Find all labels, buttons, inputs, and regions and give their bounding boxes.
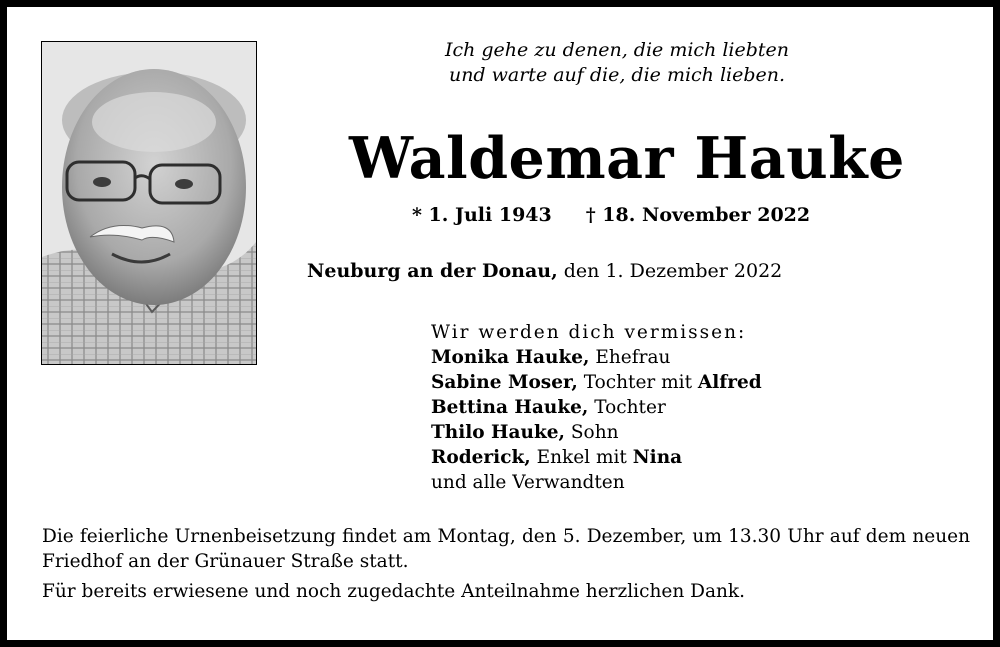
- mourner-row: [431, 370, 762, 395]
- mourner-row: [431, 395, 762, 420]
- mourner-relation: Sohn: [565, 422, 619, 443]
- mourner-name: Roderick,: [431, 447, 531, 468]
- mourner-name: Thilo Hauke,: [431, 422, 565, 443]
- death-date: † 18. November 2022: [585, 204, 811, 226]
- notice-date: den 1. Dezember 2022: [557, 260, 783, 282]
- mourner-partner: Nina: [632, 447, 683, 468]
- mourner-name: Sabine Moser,: [431, 372, 578, 393]
- place-name: Neuburg an der Donau,: [307, 260, 558, 282]
- deceased-name: Waldemar Hauke: [349, 125, 905, 192]
- place-and-date: [307, 258, 782, 284]
- ceremony-info: Die feierliche Urnenbeisetzung findet am Montag, den 5. Dezember, um 13.30 Uhr auf dem neuen Friedhof an der Grünauer Straße statt.: [42, 526, 970, 572]
- mourners-closing: und alle Verwandten: [431, 472, 625, 493]
- mourner-relation: Tochter mit: [577, 372, 698, 393]
- mourner-row: [431, 345, 762, 370]
- mourner-name: Bettina Hauke,: [431, 397, 589, 418]
- mourner-name: Monika Hauke,: [431, 347, 590, 368]
- mourner-row: [431, 420, 762, 445]
- mourner-relation: Ehefrau: [589, 347, 671, 368]
- motto-line-2: und warte auf die, die mich lieben.: [448, 64, 786, 86]
- thanks-line: Für bereits erwiesene und noch zugedachte Anteilnahme herzlichen Dank.: [42, 581, 745, 602]
- portrait-image: [42, 42, 256, 364]
- mourner-relation: Tochter: [588, 397, 666, 418]
- birth-date: * 1. Juli 1943: [412, 204, 552, 226]
- mourners-heading: Wir werden dich vermissen:: [431, 322, 747, 343]
- mourner-partner: Alfred: [697, 372, 762, 393]
- life-dates: [412, 202, 810, 228]
- mourner-row: [431, 445, 762, 470]
- motto-line-1: Ich gehe zu denen, die mich liebten: [444, 39, 790, 61]
- motto-quote: [307, 38, 927, 88]
- mourner-relation: Enkel mit: [530, 447, 633, 468]
- mourners-block: [431, 320, 762, 495]
- portrait-photo: [41, 41, 257, 365]
- footer-text: [42, 524, 970, 604]
